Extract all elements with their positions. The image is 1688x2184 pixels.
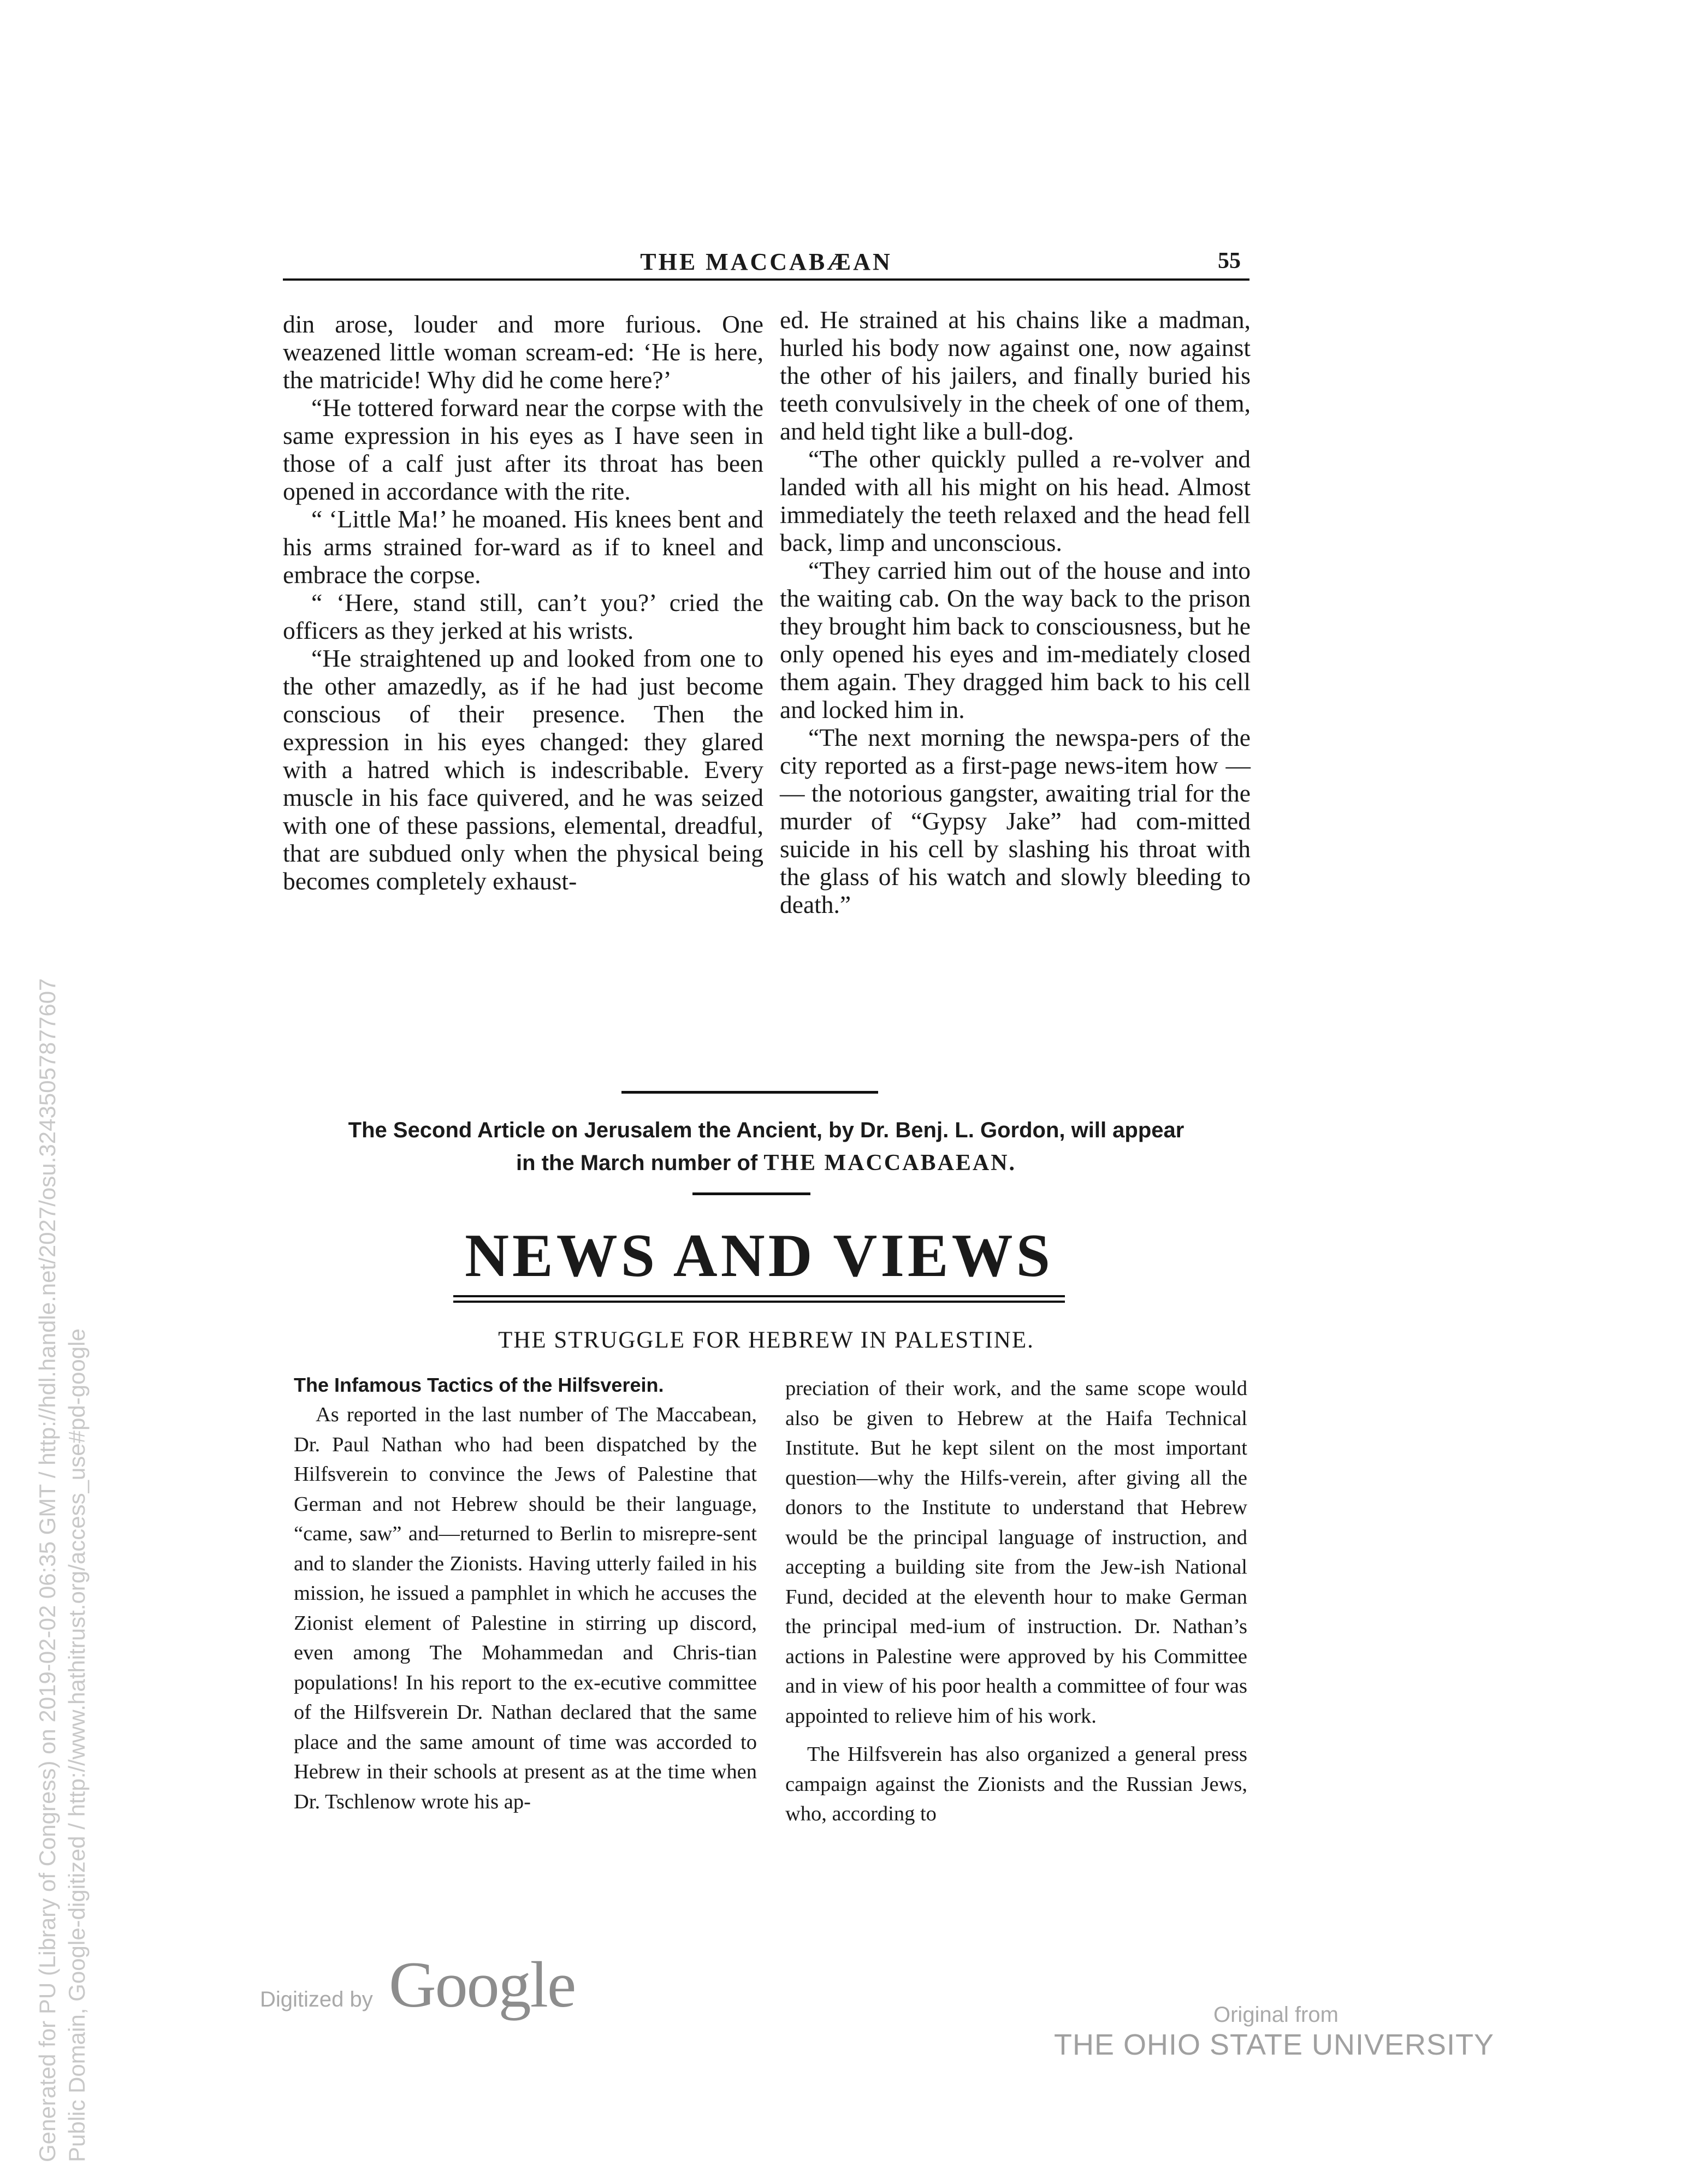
paragraph: “ ‘Little Ma!’ he moaned. His knees bent and his arms strained for-ward as if to kneel and embrace the corpse.: [283, 505, 763, 589]
section-title: NEWS AND VIEWS: [465, 1222, 1053, 1290]
paragraph: “The next morning the newspa-pers of the city reported as a first-page news-item how — — the notorious gangster, awaiting trial for the murder of “Gypsy Jake” had com-mitted suicide in his cell by slashing his throat with the glass of his watch and slowly bleeding to death.”: [780, 723, 1251, 918]
watermark-line-1: Generated for PU (Library of Congress) on 2019-02-02 06:35 GMT / http://hdl.handle.net/2027/osu.32435057877607: [34, 978, 60, 2162]
notice-line-1: The Second Article on Jerusalem the Ancient, by Dr. Benj. L. Gordon, will appear: [348, 1118, 1184, 1142]
announcement-notice: [283, 1114, 1249, 1179]
story-column-right: [780, 306, 1251, 918]
running-header: [283, 240, 1249, 281]
original-from-label: Original from: [1213, 2003, 1338, 2027]
notice-prefix: in the March number of: [516, 1151, 758, 1175]
article-heading: The Infamous Tactics of the Hilfsverein.: [294, 1374, 664, 1396]
watermark-line-2: Public Domain, Google-digitized / http://www.hathitrust.org/access_use#pd-google: [64, 1328, 90, 2162]
paragraph: “He straightened up and looked from one to the other amazedly, as if he had just become conscious of their presence. Then the expression in his eyes changed: they glared with a hatred which is indescribable. Every muscle in his face quivered, and he was seized with one of these passions, elemental, dreadful, that are subdued only when the physical being becomes completely exhaust-: [283, 644, 763, 895]
paragraph: As reported in the last number of The Maccabean, Dr. Paul Nathan who had been dispatched by the Hilfsverein to convince the Jews of Palestine that German and not Hebrew should be their language, “came, saw” and—returned to Berlin to misrepre-sent and to slander the Zionists. Having utterly failed in his mission, he issued a pamphlet in which he accuses the Zionist element of Palestine in stirring up discord, even among The Mohammedan and Chris-tian populations! In his report to the ex-ecutive committee of the Hilfsverein Dr. Nathan declared that the same place and the same amount of time was accorded to Hebrew in their schools at present as at the time when Dr. Tschlenow wrote his ap-: [294, 1403, 757, 1813]
paragraph: ed. He strained at his chains like a madman, hurled his body now against one, now against the other of his jailers, and finally buried his teeth convulsively in the cheek of one of them, and held tight like a bull-dog.: [780, 306, 1251, 445]
story-end-rule: [621, 1091, 878, 1094]
article-column-left: [294, 1370, 757, 1817]
section-subtitle: THE STRUGGLE FOR HEBREW IN PALESTINE.: [498, 1327, 1034, 1353]
paragraph: din arose, louder and more furious. One weazened little woman scream-ed: ‘He is here, the matricide! Why did he come here?’: [283, 310, 763, 394]
paragraph: “He tottered forward near the corpse with the same expression in his eyes as I have seen in those of a calf just after its throat has been opened in accordance with the rite.: [283, 394, 763, 505]
paragraph: “The other quickly pulled a re-volver and landed with all his might on his head. Almost immediately the teeth relaxed and the head fell back, limp and unconscious.: [780, 445, 1251, 556]
section-title-rule-bottom: [453, 1301, 1065, 1303]
paragraph: The Hilfsverein has also organized a general press campaign against the Zionists and the Russian Jews, who, according to: [785, 1743, 1247, 1825]
page-number: 55: [1218, 248, 1241, 274]
story-column-left: [283, 310, 763, 895]
notice-line-2: [283, 1147, 1249, 1179]
section-title-rule-top: [453, 1295, 1065, 1297]
paragraph: preciation of their work, and the same scope would also be given to Hebrew at the Haifa Technical Institute. But he kept silent on the most important question—why the Hilfs-verein, after giving all the donors to the Institute to understand that Hebrew would be the principal language of instruction, and accepting a building site from the Jew-ish National Fund, decided at the eleventh hour to make German the principal med-ium of instruction. Dr. Nathan’s actions in Palestine were approved by his Committee and in view of his poor health a committee of four was appointed to relieve him of his work.: [785, 1377, 1247, 1728]
google-logo: Google: [389, 1948, 576, 2021]
digitized-by-label: Digitized by: [260, 1987, 373, 2011]
hathitrust-watermark: [33, 978, 92, 2162]
source-university: THE OHIO STATE UNIVERSITY: [1054, 2028, 1495, 2061]
section-divider-rule: [692, 1192, 810, 1195]
article-column-right: [785, 1374, 1247, 1838]
journal-title: THE MACCABÆAN: [640, 248, 892, 275]
paragraph: “ ‘Here, stand still, can’t you?’ cried the officers as they jerked at his wrists.: [283, 589, 763, 644]
notice-magazine: THE MACCABAEAN.: [763, 1150, 1017, 1176]
paragraph: “They carried him out of the house and into the waiting cab. On the way back to the prison they brought him back to consciousness, but he only opened his eyes and im-mediately closed them again. They dragged him back to his cell and locked him in.: [780, 556, 1251, 723]
